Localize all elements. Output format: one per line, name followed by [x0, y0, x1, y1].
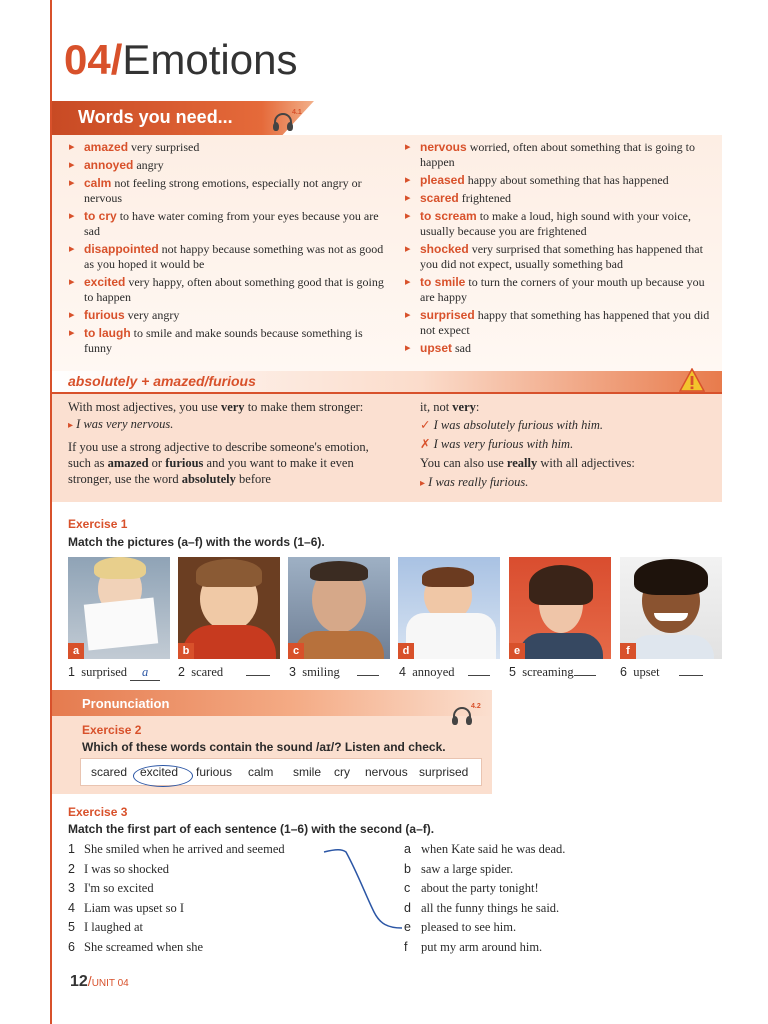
match-item-3: 3 smiling — [289, 665, 379, 680]
sentence-end-a: a when Kate said he was dead. — [404, 842, 566, 856]
headphones-icon[interactable] — [452, 712, 474, 726]
unit-label: UNIT 04 — [91, 978, 129, 989]
word-option[interactable]: calm — [248, 765, 274, 779]
exercise-1-instruction: Match the pictures (a–f) with the words (1–6). — [68, 535, 325, 549]
word-option[interactable]: surprised — [419, 765, 469, 779]
sentence-start-2: 2 I was so shocked — [68, 861, 170, 876]
word-list-left — [68, 140, 384, 359]
list-item: ▸ nervous worried, often about something that is going to happen — [404, 140, 720, 170]
words-header-title: Words you need... — [78, 107, 233, 127]
picture-b: b — [178, 557, 280, 659]
list-item: ▸ furious very angry — [68, 308, 384, 323]
grammar-rule-3: it, not very: — [420, 400, 480, 414]
page-footer: 12/UNIT 04 — [70, 973, 129, 990]
pronunciation-title: Pronunciation — [82, 696, 170, 711]
word-option[interactable]: smile — [293, 765, 322, 779]
word-option[interactable]: scared — [91, 765, 128, 779]
picture-a: a — [68, 557, 170, 659]
grammar-rule-1: With most adjectives, you use very to make them stronger: — [68, 400, 364, 414]
exercise-2-instruction: Which of these words contain the sound /aɪ/? Listen and check. — [82, 740, 446, 754]
grammar-title: absolutely + amazed/furious — [68, 373, 256, 389]
sentence-start-6: 6 She screamed when she — [68, 939, 204, 954]
answer-blank[interactable] — [246, 675, 270, 676]
cross-icon: ✗ — [420, 437, 431, 451]
answer-blank[interactable] — [574, 675, 596, 676]
list-item: ▸ amazed very surprised — [68, 140, 384, 155]
match-item-1: 1 surprised a — [68, 665, 160, 681]
warning-icon — [679, 368, 705, 392]
grammar-left-column — [68, 399, 388, 487]
word-option[interactable]: furious — [196, 765, 233, 779]
unit-title: Emotions — [122, 36, 298, 83]
exercise-3-heading: Exercise 3 — [68, 805, 128, 819]
list-item: ▸ excited very happy, often about something good that is going to happen — [68, 275, 384, 305]
answer-blank[interactable] — [357, 675, 379, 676]
page-number: 12 — [70, 973, 88, 990]
list-item: ▸ shocked very surprised that something has happened that you did not expect, usually something bad — [404, 242, 720, 272]
list-item: ▸ pleased happy about something that has happened — [404, 173, 720, 188]
incorrect-example: ✗ I was very furious with him. — [420, 437, 574, 451]
list-item: ▸ surprised happy that something has happened that you did not expect — [404, 308, 720, 338]
sentence-end-b: b saw a large spider. — [404, 861, 514, 876]
check-icon: ✓ — [420, 418, 431, 432]
sentence-endings — [404, 840, 565, 958]
list-item: ▸ scared frightened — [404, 191, 720, 206]
answer-circle — [133, 765, 193, 787]
sentence-end-d: d all the funny things he said. — [404, 900, 560, 915]
word-option[interactable]: nervous — [365, 765, 408, 779]
grammar-example-2: ▸ I was really furious. — [420, 475, 529, 489]
sentence-end-e: e pleased to see him. — [404, 920, 517, 935]
correct-example: ✓ I was absolutely furious with him. — [420, 418, 604, 432]
headphones-icon[interactable] — [273, 118, 295, 132]
audio-track-number: 4.1 — [292, 109, 302, 116]
exercise-3-instruction: Match the first part of each sentence (1–6) with the second (a–f). — [68, 822, 435, 836]
list-item: ▸ upset sad — [404, 341, 720, 356]
list-item: ▸ to scream to make a loud, high sound with your voice, usually because you are frightened — [404, 209, 720, 239]
grammar-rule-2: If you use a strong adjective to describe someone's emotion, such as amazed or furious and you want to make it even stronger, use the word absolutely before — [68, 440, 369, 486]
grammar-rule-4: You can also use really with all adjectives: — [420, 456, 635, 470]
grammar-right-column — [420, 399, 710, 492]
list-item: ▸ annoyed angry — [68, 158, 384, 173]
list-item: ▸ to cry to have water coming from your eyes because you are sad — [68, 209, 384, 239]
sentence-end-c: c about the party tonight! — [404, 881, 539, 896]
sentence-starts — [68, 840, 285, 958]
word-option[interactable]: excited — [140, 765, 179, 779]
sentence-end-f: f put my arm around him. — [404, 939, 543, 954]
picture-f: f — [620, 557, 722, 659]
match-item-6: 6 upset — [620, 665, 703, 680]
sentence-start-5: 5 I laughed at — [68, 920, 144, 935]
match-item-4: 4 annoyed — [399, 665, 490, 680]
picture-e: e — [509, 557, 611, 659]
answer-blank[interactable]: a — [130, 665, 160, 681]
sentence-start-4: 4 Liam was upset so I — [68, 900, 184, 915]
list-item: ▸ calm not feeling strong emotions, especially not angry or nervous — [68, 176, 384, 206]
grammar-example-1: ▸ I was very nervous. — [68, 417, 174, 431]
word-box — [80, 758, 482, 786]
word-option[interactable]: cry — [334, 765, 350, 779]
list-item: ▸ to smile to turn the corners of your mouth up because you are happy — [404, 275, 720, 305]
answer-blank[interactable] — [679, 675, 703, 676]
picture-c: c — [288, 557, 390, 659]
audio-track-number: 4.2 — [471, 703, 481, 710]
list-item: ▸ disappointed not happy because something was not as good as you hoped it would be — [68, 242, 384, 272]
list-item: ▸ to laugh to smile and make sounds because something is funny — [68, 326, 384, 356]
answer-blank[interactable] — [468, 675, 490, 676]
page-title — [64, 34, 297, 86]
word-list-right — [404, 140, 720, 359]
exercise-2-heading: Exercise 2 — [82, 723, 142, 737]
match-item-5: 5 screaming — [509, 665, 596, 680]
sentence-start-3: 3 I'm so excited — [68, 881, 154, 896]
exercise-1-heading: Exercise 1 — [68, 517, 128, 531]
unit-number: 04/ — [64, 36, 123, 83]
sentence-start-1: 1 She smiled when he arrived and seemed — [68, 842, 285, 856]
match-item-2: 2 scared — [178, 665, 270, 680]
picture-d: d — [398, 557, 500, 659]
